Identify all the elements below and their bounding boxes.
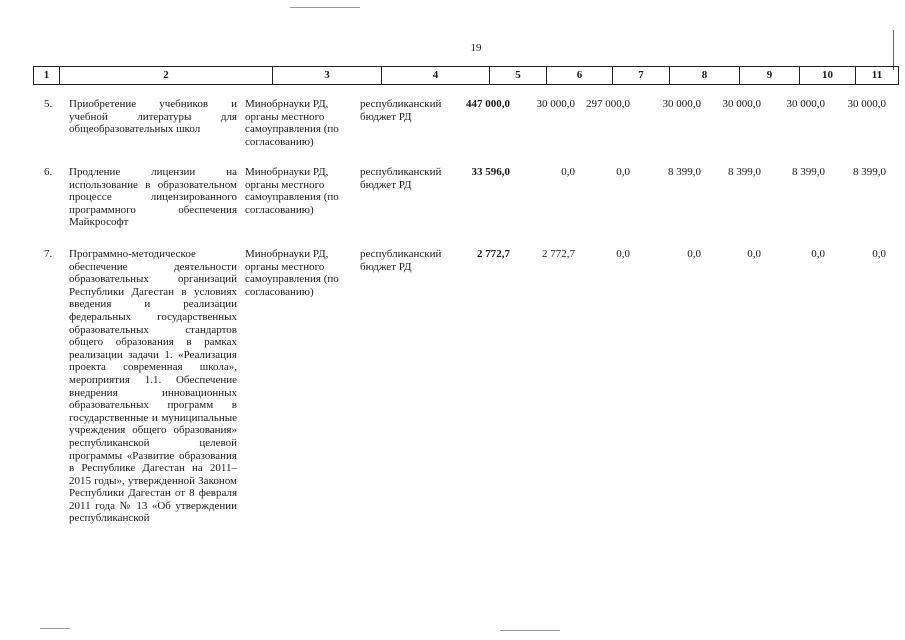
year-value: 0,0: [872, 248, 886, 260]
header-cell: 11: [871, 69, 883, 81]
year-value: 30 000,0: [536, 98, 575, 110]
scan-edge-line: [893, 30, 894, 70]
table-header-row: [33, 66, 899, 85]
executor: Минобрнауки РД, органы местного самоуправления (по согласованию): [245, 166, 339, 216]
year-value: 8 399,0: [668, 166, 701, 178]
year-value: 0,0: [561, 166, 575, 178]
scan-artifact: [500, 630, 560, 631]
funding-source: республиканский бюджет РД: [360, 166, 442, 191]
executor: Минобрнауки РД, органы местного самоуправления (по согласованию): [245, 98, 339, 148]
total-value: 447 000,0: [466, 98, 510, 110]
year-value: 30 000,0: [847, 98, 886, 110]
total-value: 2 772,7: [477, 248, 510, 260]
header-cell: 10: [800, 67, 856, 84]
measure-name: Приобретение учебников и учебной литературы для общеобразовательных школ: [69, 98, 237, 136]
header-cell: 9: [740, 67, 800, 84]
funding-source: республиканский бюджет РД: [360, 248, 442, 273]
header-cell: 8: [670, 67, 740, 84]
year-value: 8 399,0: [728, 166, 761, 178]
header-cell: 5: [490, 67, 547, 84]
year-value: 30 000,0: [662, 98, 701, 110]
scan-artifact: [40, 628, 70, 629]
header-cell: 2: [60, 67, 273, 84]
year-value: 0,0: [687, 248, 701, 260]
header-cell: 7: [613, 67, 670, 84]
year-value: 0,0: [747, 248, 761, 260]
funding-source: республиканский бюджет РД: [360, 98, 442, 123]
row-number: 6.: [44, 166, 53, 178]
measure-name: Продление лицензии на использование в образовательном процессе лицензированного программного обеспечения Майкрософт: [69, 166, 237, 229]
year-value: 0,0: [811, 248, 825, 260]
year-value: 2 772,7: [542, 248, 575, 260]
row-number: 5.: [44, 98, 53, 110]
executor: Минобрнауки РД, органы местного самоуправления (по согласованию): [245, 248, 339, 298]
year-value: 0,0: [616, 248, 630, 260]
header-cell: 6: [547, 67, 613, 84]
header-cell: 3: [273, 67, 382, 84]
year-value: 30 000,0: [786, 98, 825, 110]
year-value: 0,0: [616, 166, 630, 178]
year-value: 8 399,0: [853, 166, 886, 178]
year-value: 297 000,0: [586, 98, 630, 110]
total-value: 33 596,0: [471, 166, 510, 178]
header-cell: 4: [382, 67, 490, 84]
page-number: 19: [470, 42, 482, 54]
scan-artifact: [290, 7, 360, 8]
header-cell: 1: [34, 67, 60, 84]
year-value: 30 000,0: [722, 98, 761, 110]
year-value: 8 399,0: [792, 166, 825, 178]
row-number: 7.: [44, 248, 53, 260]
measure-name: Программно-методическое обеспечение деятельности образовательных организаций Республики Дагестан в условиях введения и реализации федеральных государственных образовательных стандартов общего образования в рамках реализации задачи 1. «Реализация проекта современная школа», мероприятия 1.1. Обеспечение внедрения инновационных образовательных программ в государственные и муниципальные учреждения общего образования» республиканской целевой программы «Развитие образования в Республике Дагестан на 2011–2015 годы», утвержденной Законом Республики Дагестан от 8 февраля 2011 года № 13 «Об утверждении республиканской: [69, 248, 237, 525]
